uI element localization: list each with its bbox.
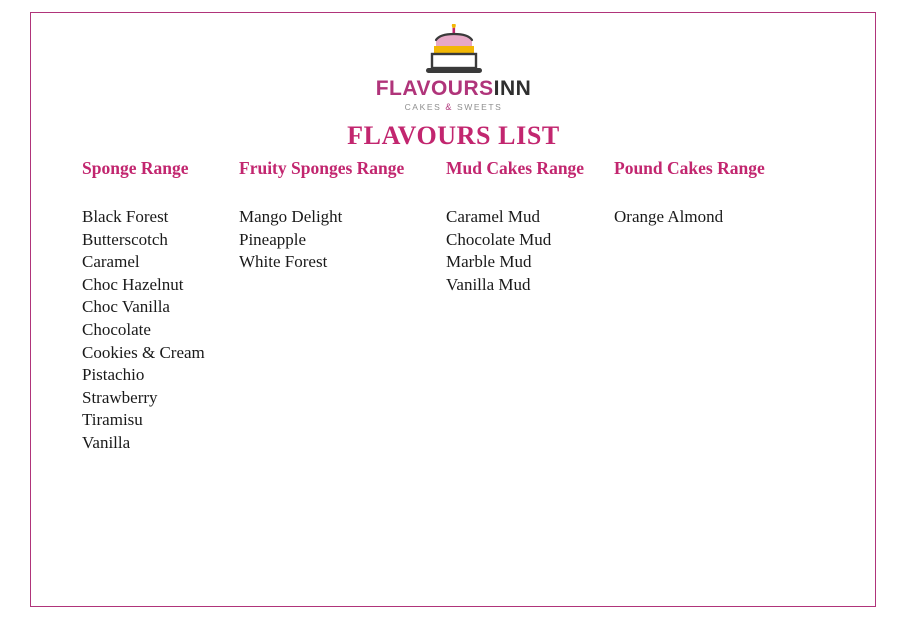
list-item: Caramel Mud: [446, 207, 540, 226]
flavour-column-mud-cakes-range: [446, 158, 614, 296]
flavour-column-sponge-range: [82, 158, 239, 455]
brand-tagline: [374, 102, 534, 112]
brand-logo: [374, 24, 534, 112]
flavour-list: [82, 206, 239, 455]
brand-name: [374, 78, 534, 99]
column-heading: Pound Cakes Range: [614, 158, 765, 178]
list-item: White Forest: [239, 252, 328, 272]
brand-tagline-amp: &: [445, 102, 453, 112]
list-item: Tiramisu: [82, 410, 143, 430]
list-item: Pistachio: [82, 365, 145, 385]
list-item: Black Forest: [82, 207, 169, 226]
list-item: Vanilla Mud: [446, 274, 531, 294]
column-heading: Sponge Range: [82, 158, 189, 178]
flavour-list: [614, 206, 814, 229]
list-item: Mango Delight: [239, 207, 343, 226]
list-item: Marble Mud: [446, 252, 532, 272]
flavour-list: [446, 206, 614, 296]
list-item: Chocolate Mud: [446, 229, 552, 249]
list-item: Butterscotch: [82, 229, 168, 249]
list-item: Choc Vanilla: [82, 297, 170, 317]
column-heading: Mud Cakes Range: [446, 158, 585, 178]
list-item: Choc Hazelnut: [82, 274, 184, 294]
flavour-column-pound-cakes-range: [614, 158, 814, 229]
brand-tagline-right: SWEETS: [456, 102, 503, 112]
brand-name-primary: FLAVOURS: [375, 77, 494, 100]
list-item: Vanilla: [82, 432, 131, 452]
cake-icon: [416, 24, 492, 76]
brand-tagline-left: CAKES: [404, 102, 442, 112]
document-header: [0, 24, 907, 151]
list-item: Strawberry: [82, 387, 158, 407]
flavour-column-fruity-sponges-range: [239, 158, 446, 274]
list-item: Orange Almond: [614, 207, 724, 226]
page-title: FLAVOURS LIST: [347, 121, 560, 150]
column-heading: Fruity Sponges Range: [239, 158, 405, 178]
list-item: Caramel: [82, 252, 140, 272]
flavour-list: [239, 206, 446, 274]
flavours-columns: [82, 158, 862, 455]
list-item: Chocolate: [82, 319, 151, 339]
list-item: Cookies & Cream: [82, 342, 205, 362]
brand-name-secondary: INN: [493, 77, 532, 100]
list-item: Pineapple: [239, 229, 307, 249]
